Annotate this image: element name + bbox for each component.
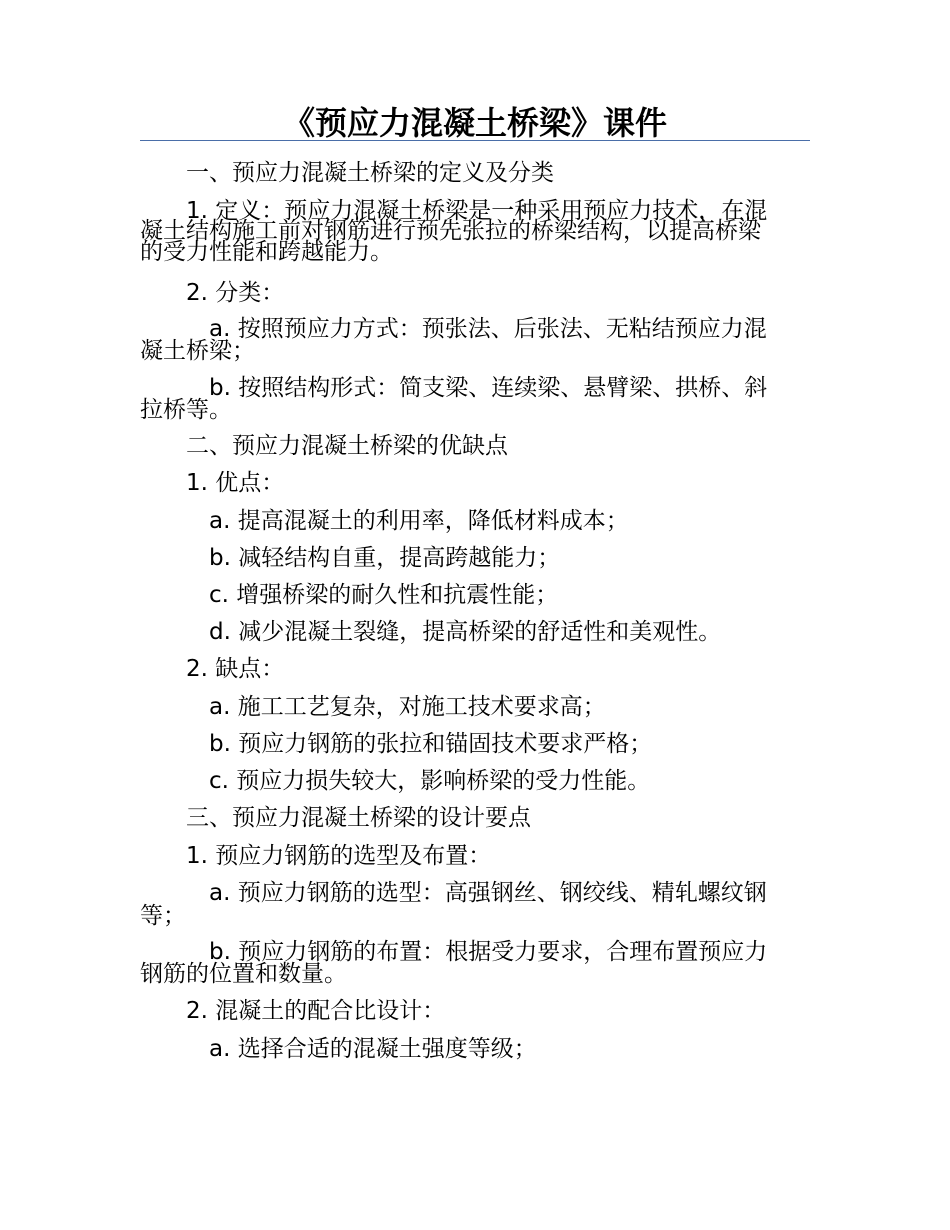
- disadvantages-heading: 2. 缺点：: [186, 656, 285, 682]
- classification-item-a-line-2: 凝土桥梁；: [140, 338, 255, 364]
- advantage-item-b: b. 减轻结构自重，提高跨越能力；: [209, 545, 561, 571]
- advantage-item-c: c. 增强桥梁的耐久性和抗震性能；: [209, 582, 559, 608]
- rebar-item-b-line-2: 钢筋的位置和数量。: [140, 961, 347, 987]
- rebar-heading: 1. 预应力钢筋的选型及布置：: [186, 843, 492, 869]
- title-underline: [140, 140, 810, 141]
- mix-design-heading: 2. 混凝土的配合比设计：: [186, 998, 446, 1024]
- rebar-item-b: b. 预应力钢筋的布置：根据受力要求，合理布置预应力: [209, 939, 768, 965]
- advantage-item-a: a. 提高混凝土的利用率，降低材料成本；: [209, 508, 629, 534]
- definition-paragraph: 1. 定义：预应力混凝土桥梁是一种采用预应力技术，在混: [186, 198, 768, 224]
- classification-heading: 2. 分类：: [186, 280, 285, 306]
- section-1-heading: 一、预应力混凝土桥梁的定义及分类: [186, 160, 554, 186]
- classification-item-a: a. 按照预应力方式：预张法、后张法、无粘结预应力混: [209, 316, 767, 342]
- classification-item-b-line-2: 拉桥等。: [140, 397, 232, 423]
- rebar-item-a: a. 预应力钢筋的选型：高强钢丝、钢绞线、精轧螺纹钢: [209, 880, 767, 906]
- advantage-item-d: d. 减少混凝土裂缝，提高桥梁的舒适性和美观性。: [209, 619, 722, 645]
- classification-item-b: b. 按照结构形式：简支梁、连续梁、悬臂梁、拱桥、斜: [209, 375, 768, 401]
- definition-paragraph-line-2: 凝土结构施工前对钢筋进行预先张拉的桥梁结构，以提高桥梁: [140, 218, 761, 244]
- disadvantage-item-c: c. 预应力损失较大，影响桥梁的受力性能。: [209, 768, 651, 794]
- mix-design-item-a: a. 选择合适的混凝土强度等级；: [209, 1036, 537, 1062]
- advantages-heading: 1. 优点：: [186, 470, 285, 496]
- section-2-heading: 二、预应力混凝土桥梁的优缺点: [186, 433, 508, 459]
- document-title: 《预应力混凝土桥梁》课件: [282, 104, 667, 142]
- definition-paragraph-line-3: 的受力性能和跨越能力。: [140, 239, 393, 265]
- rebar-item-a-line-2: 等；: [140, 903, 186, 929]
- disadvantage-item-a: a. 施工工艺复杂，对施工技术要求高；: [209, 694, 606, 720]
- disadvantage-item-b: b. 预应力钢筋的张拉和锚固技术要求严格；: [209, 731, 653, 757]
- section-3-heading: 三、预应力混凝土桥梁的设计要点: [186, 805, 531, 831]
